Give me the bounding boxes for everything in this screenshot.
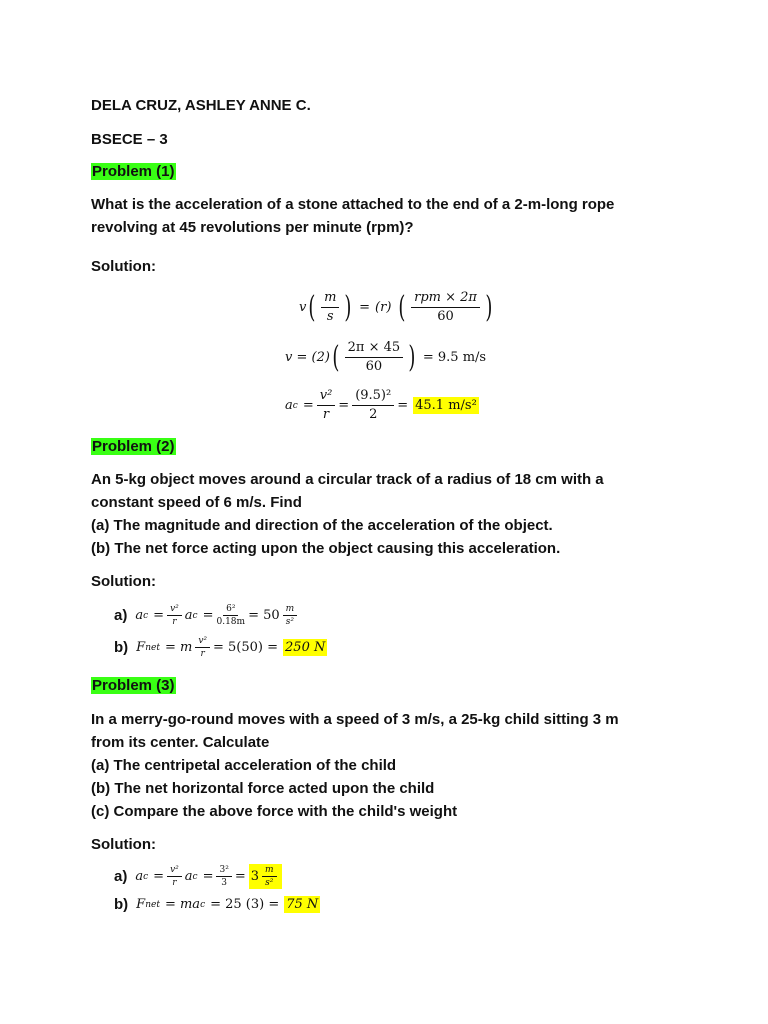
problem-3-label: Problem (3)	[92, 677, 175, 694]
problem-2-solution-a: a) a c = $\frac{\text{v²}}{r}$ a c = $\frac{\text{6²}}{0.18m}$ = 50 $\frac{m}{\text{s²}}$	[114, 604, 300, 627]
problem-3-solution-label: Solution:	[91, 836, 156, 853]
problem-1-solution-label: Solution:	[91, 258, 156, 275]
problem-3-answer-a: 3 $\frac{m}{\text{s²}}$	[249, 864, 282, 889]
problem-1-equation-acceleration: a c = $\frac{\text{v²}}{r}$ = $\frac{\text{(9.5)²}}{2}$ = 45.1 m/s²	[285, 388, 477, 422]
problem-3-part-a: (a) The centripetal acceleration of the child	[91, 757, 397, 774]
problem-3-question-line-2: from its center. Calculate	[91, 734, 270, 751]
problem-1-label: Problem (1)	[92, 163, 175, 180]
problem-1-equation-velocity-formula: v ( $\frac{m}{s}$ ) = (r) ( $\frac{\text{rpm × 2π}}{60}$ )	[299, 289, 493, 325]
problem-1-question-line-1: What is the acceleration of a stone attached to the end of a 2-m-long rope	[91, 196, 615, 213]
problem-2-part-a: (a) The magnitude and direction of the acceleration of the object.	[91, 517, 553, 534]
problem-2-solution-b: b) F net = m $\frac{\text{v²}}{r}$ = 5(50) = 250 N	[114, 636, 326, 659]
problem-2-question-line-2: constant speed of 6 m/s. Find	[91, 494, 302, 511]
problem-1-question-line-2: revolving at 45 revolutions per minute (rpm)?	[91, 219, 414, 236]
problem-3-part-c: (c) Compare the above force with the child's weight	[91, 803, 458, 820]
course-section: BSECE – 3	[91, 131, 168, 148]
problem-2-question-line-1: An 5-kg object moves around a circular track of a radius of 18 cm with a	[91, 471, 604, 488]
problem-2-answer: 250 N	[285, 640, 326, 655]
problem-3-solution-b: b) F net = ma c = 25 (3) = 75 N	[114, 896, 319, 913]
problem-3-solution-a: a) a c = $\frac{\text{v²}}{r}$ a c = $\frac{\text{3²}}{3}$ = 3 $\frac{m}{\text{s²}}$	[114, 864, 282, 889]
problem-3-question-line-1: In a merry-go-round moves with a speed of 3 m/s, a 25-kg child sitting 3 m	[91, 711, 619, 728]
problem-3-part-b: (b) The net horizontal force acted upon the child	[91, 780, 435, 797]
problem-2-solution-label: Solution:	[91, 573, 156, 590]
problem-3-answer-b: 75 N	[286, 897, 319, 912]
student-name: DELA CRUZ, ASHLEY ANNE C.	[91, 97, 311, 114]
problem-1-equation-velocity-value: v = (2) ( $\frac{2\pi \times 45}{60}$ ) = 9.5 m/s	[285, 339, 487, 375]
problem-2-part-b: (b) The net force acting upon the object causing this acceleration.	[91, 540, 561, 557]
problem-2-label: Problem (2)	[92, 438, 175, 455]
problem-1-answer: 45.1 m/s²	[415, 398, 477, 413]
